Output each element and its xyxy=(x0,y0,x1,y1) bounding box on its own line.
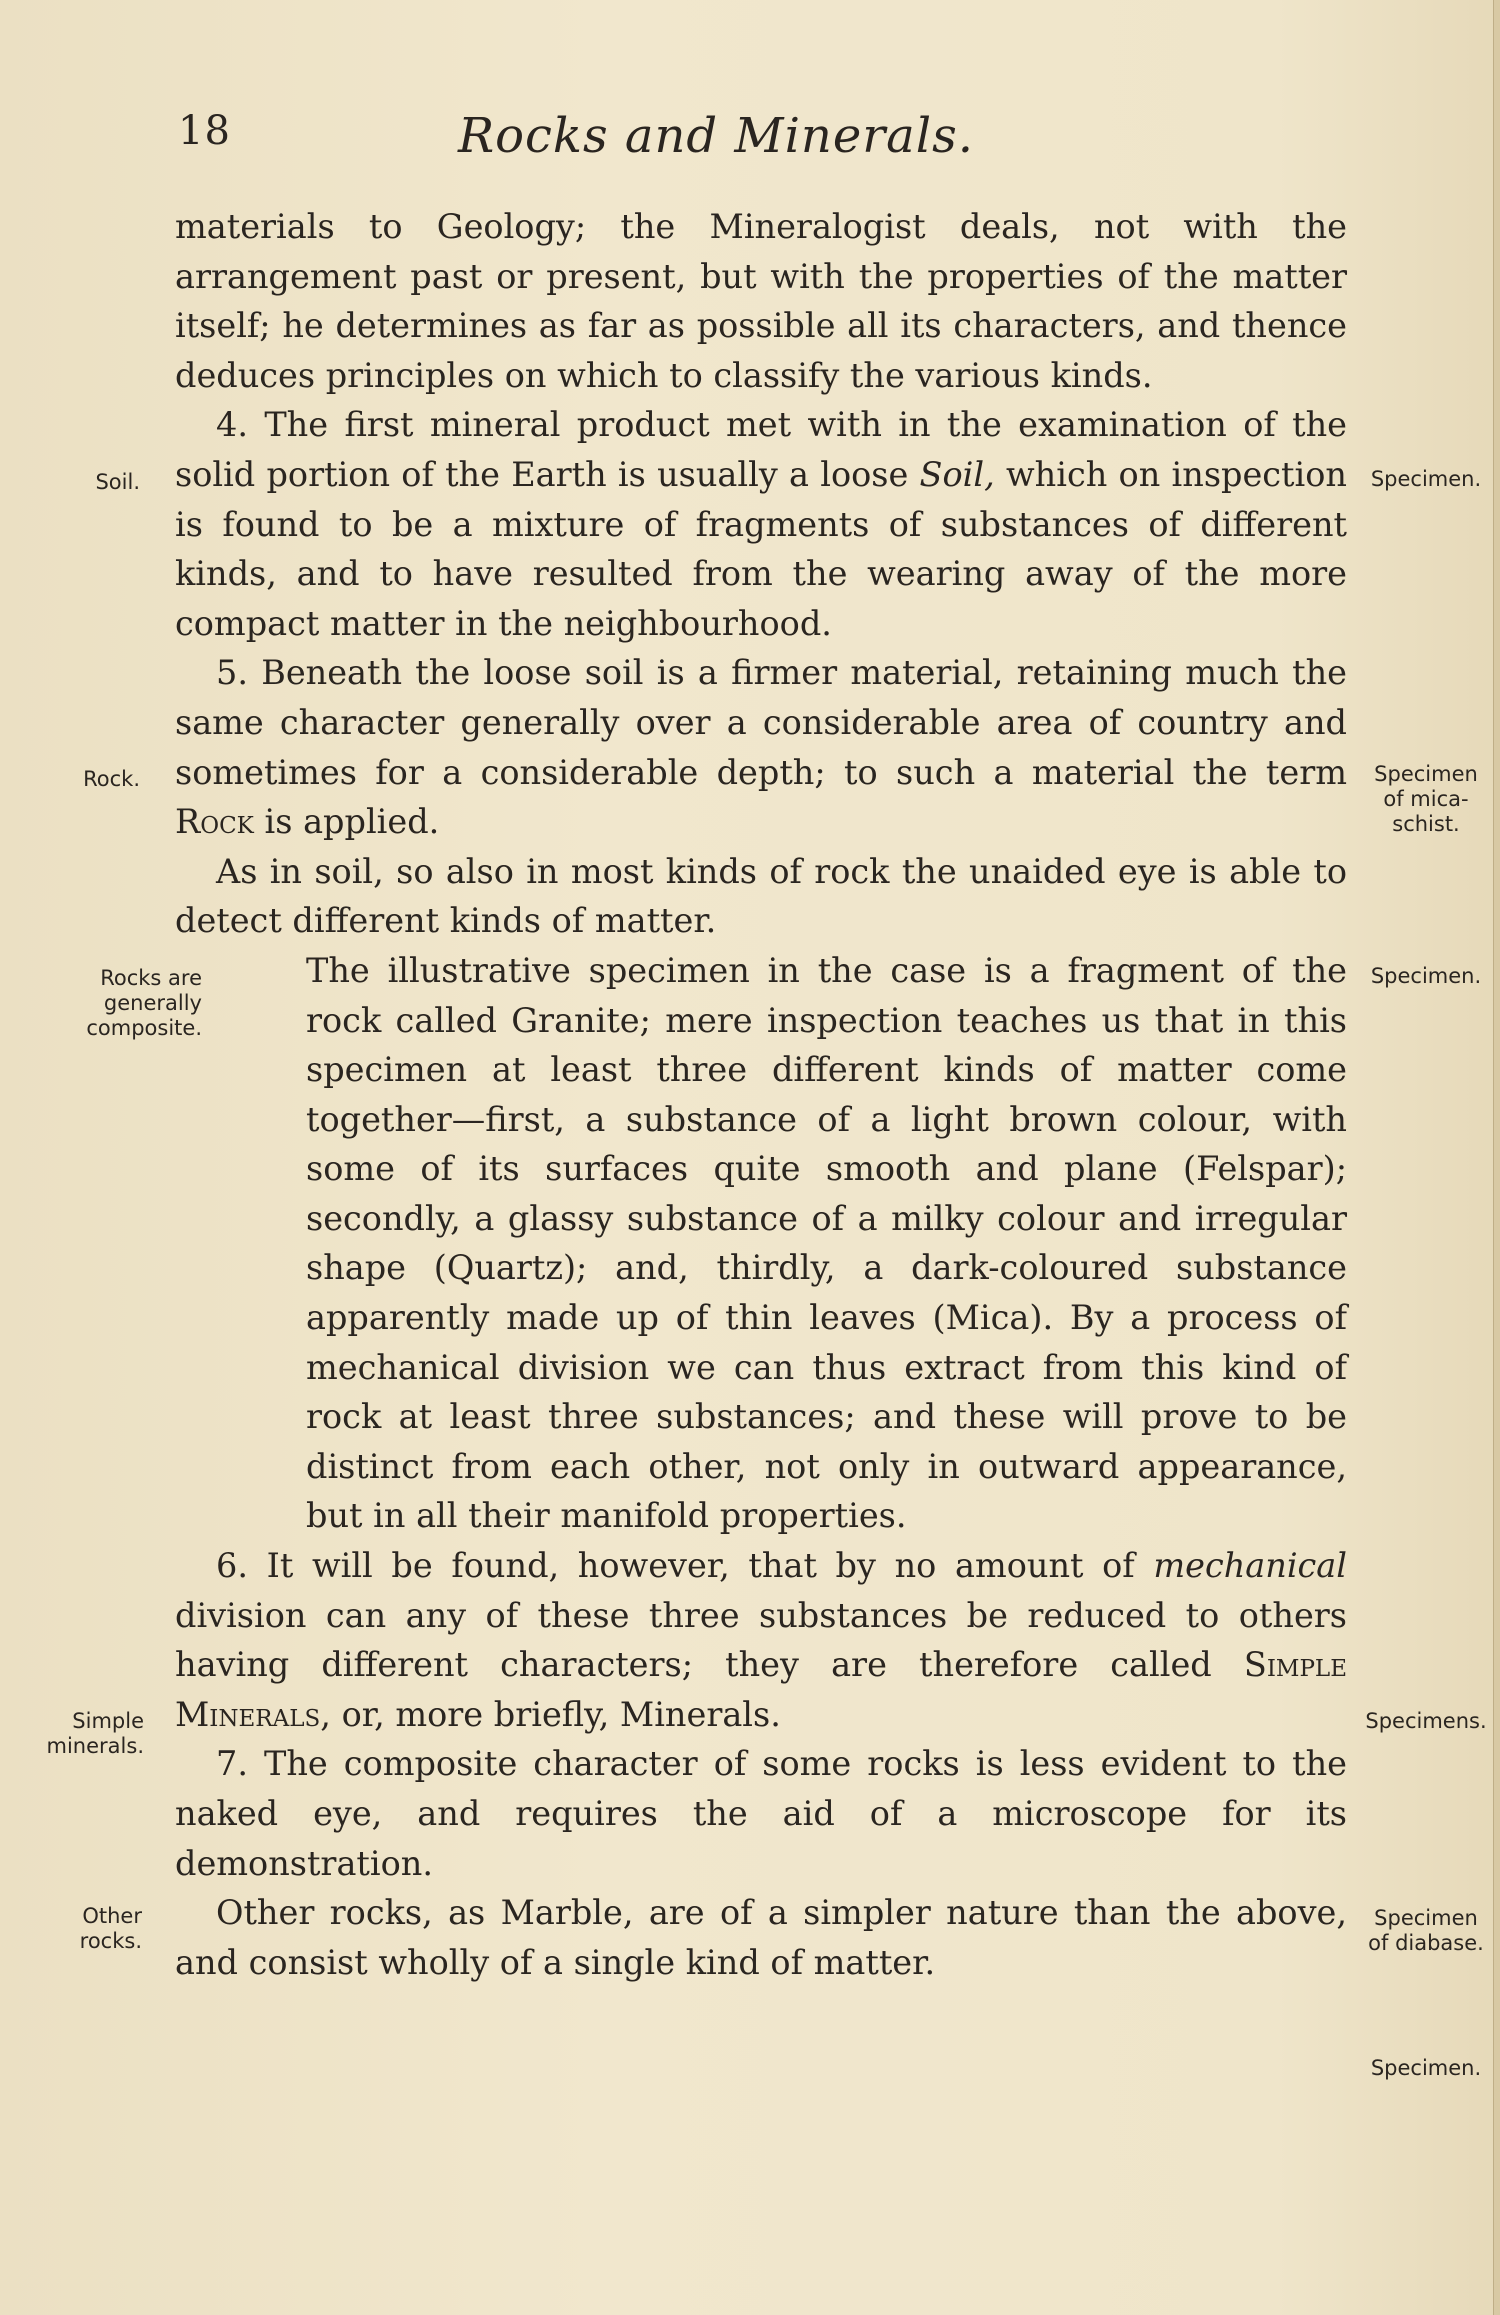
margin-note-mica-schist: Specimen of mica- schist. xyxy=(1374,762,1478,836)
margin-note-soil: Soil. xyxy=(95,470,140,494)
mechanical-term: mechanical xyxy=(1153,1546,1347,1586)
margin-note-diabase: Specimen of diabase. xyxy=(1368,1906,1484,1955)
simple-minerals-term: Simple Minerals xyxy=(175,1645,1347,1734)
paragraph-microscope: 7. The composite character of some rocks is less evident to the naked eye, and requires the aid of a microscope for its demonstration. xyxy=(175,1744,1347,1883)
paragraph-composite: As in soil, so also in most kinds of rock the unaided eye is able to detect different kinds of matter. xyxy=(175,851,1347,941)
paragraph-soil: 4. The first mineral product met with in the examination of the solid portion of the Earth is usually a loose Soil, which on inspection is found to be a mixture of fragments of substances of different kinds, and to have resulted from the wearing away of the more compact matter in the neighbourhood. xyxy=(175,405,1347,643)
margin-note-specimens: Specimens. xyxy=(1365,1709,1487,1733)
rock-term: Rock xyxy=(175,802,254,842)
margin-note-rock: Rock. xyxy=(83,767,140,791)
margin-note-specimen-1: Specimen. xyxy=(1370,467,1482,491)
paragraph-marble: Other rocks, as Marble, are of a simpler nature than the above, and consist wholly of a single kind of matter. xyxy=(175,1893,1347,1982)
margin-note-composite: Rocks are generally composite. xyxy=(86,966,202,1040)
page-header xyxy=(178,108,1338,168)
page-number: 18 xyxy=(178,108,231,154)
margin-note-other-rocks: Other rocks. xyxy=(79,1904,142,1953)
margin-note-simple-minerals: Simple minerals. xyxy=(46,1709,144,1758)
body-text xyxy=(175,202,1347,1987)
paragraph-simple-minerals: 6. It will be found, however, that by no amount of mechanical division can any of these three substances be reduced to others having different characters; they are therefore called Simple Minerals, or, more briefly, Minerals. xyxy=(175,1546,1347,1734)
paragraph-granite-specimen: The illustrative specimen in the case is a fragment of the rock called Granite; mere inspection teaches us that in this specimen at least three different kinds of matter come together—first, a substance of a light brown colour, with some of its surfaces quite smooth and plane (Felspar); secondly, a glassy substance of a milky colour and irregular shape (Quartz); and, thirdly, a dark-coloured substance apparently made up of thin leaves (Mica). By a process of mechanical division we can thus extract from this kind of rock at least three substances; and these will prove to be distinct from each other, not only in outward appearance, but in all their manifold properties. xyxy=(306,950,1347,1536)
paragraph-rock: 5. Beneath the loose soil is a firmer material, retaining much the same character generally over a considerable area of country and sometimes for a considerable depth; to such a material the term Rock is applied. xyxy=(175,653,1347,842)
paragraph-continuation: materials to Geology; the Mineralogist deals, not with the arrangement past or present, but with the properties of the matter itself; he determines as far as possible all its characters, and thence deduces principles on which to classify the various kinds. xyxy=(175,207,1347,395)
margin-note-specimen-3: Specimen. xyxy=(1370,2056,1482,2080)
margin-note-specimen-2: Specimen. xyxy=(1370,964,1482,988)
running-title: Rocks and Minerals. xyxy=(458,108,975,164)
soil-term: Soil, xyxy=(919,454,995,494)
page-edge xyxy=(1493,0,1500,2315)
